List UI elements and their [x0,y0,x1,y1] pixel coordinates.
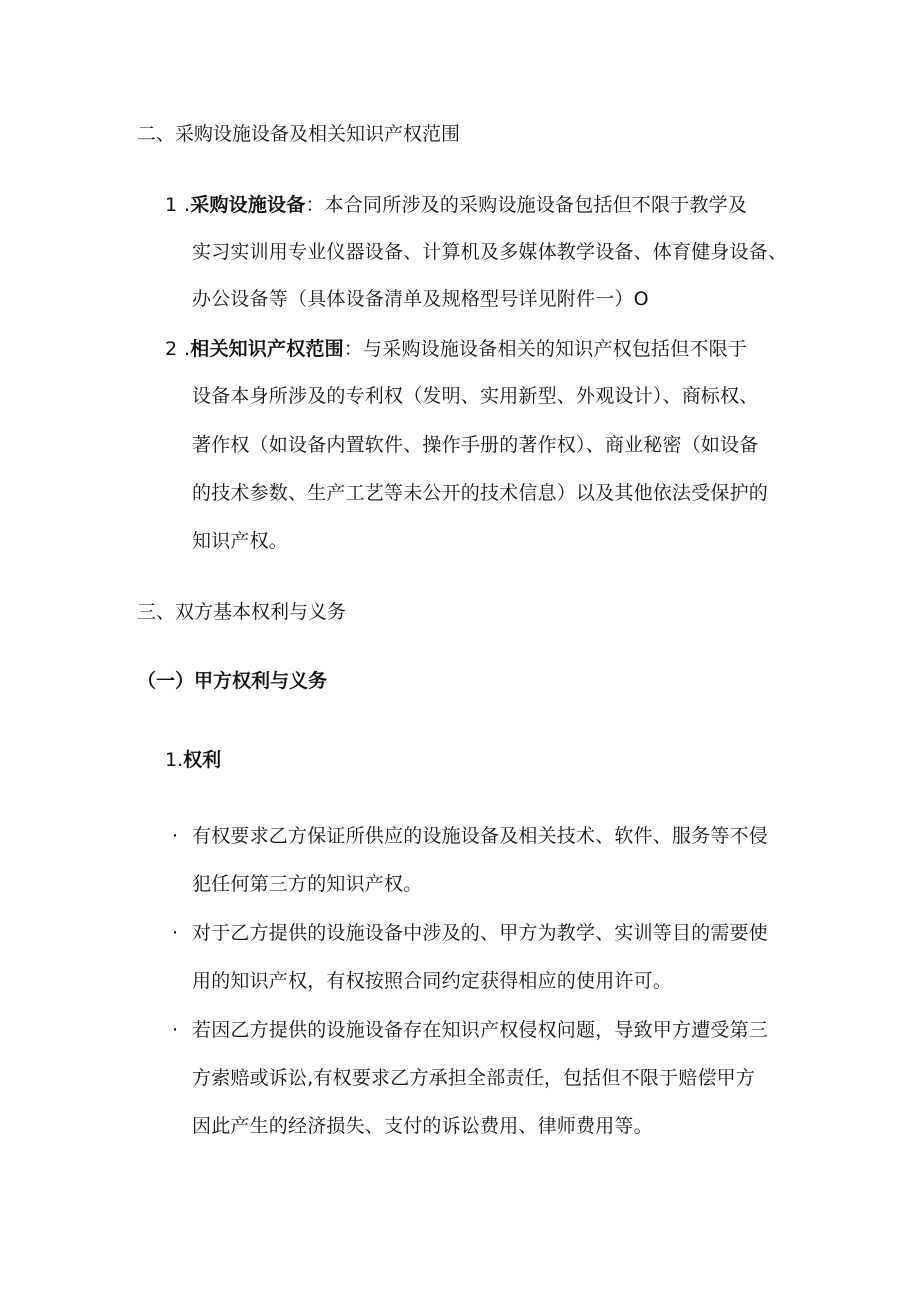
bullet-2-mark: · [172,922,179,944]
bullet-3-text-2: 方索赔或诉讼,有权要求乙方承担全部责任，包括但不限于赔偿甲方 [192,1067,756,1089]
bullet-1-text-2: 犯任何第三方的知识产权。 [192,873,423,895]
item-2-text-3: 著作权（如设备内置软件、操作手册的著作权）、商业秘密（如设备 [192,434,759,456]
section-3-heading: 三、双方基本权利与义务 [137,601,347,623]
subsection-1-heading: （一）甲方权利与义务 [137,670,328,692]
bullet-3-mark: · [172,1019,179,1041]
rights-number: 1. [165,749,184,771]
item-1-text-1: ：本合同所涉及的采购设施设备包括但不限于教学及 [305,194,748,216]
section-2-heading: 二、采购设施设备及相关知识产权范围 [137,123,461,145]
item-2-term: 相关知识产权范围 [190,338,344,360]
item-2-first-line [184,337,747,362]
item-2-number: 2 [165,338,178,360]
item-2-text-1: ：与采购设施设备相关的知识产权包括但不限于 [343,338,748,360]
item-1-dot: . [184,194,191,216]
bullet-3-text-1: 若因乙方提供的设施设备存在知识产权侵权问题，导致甲方遭受第三 [192,1019,769,1041]
item-2-text-2: 设备本身所涉及的专利权（发明、实用新型、外观设计）、商标权、 [192,385,759,407]
item-1-text-2: 实习实训用专业仪器设备、计算机及多媒体教学设备、体育健身设备、 [192,241,788,263]
item-1-first-line [184,193,747,218]
bullet-1-mark: · [172,825,179,847]
rights-label: 权利 [183,749,222,771]
bullet-2-text-1: 对于乙方提供的设施设备中涉及的、甲方为教学、实训等目的需要使 [192,922,769,944]
item-2-text-5: 知识产权。 [192,530,289,552]
rights-heading [165,748,221,773]
item-2-dot: . [184,338,191,360]
item-1-number: 1 [165,194,178,216]
item-1-term: 采购设施设备 [190,194,306,216]
item-1-text-3: 办公设备等（具体设备清单及规格型号详见附件一）O [192,288,649,310]
item-2-text-4: 的技术参数、生产工艺等未公开的技术信息）以及其他依法受保护的 [192,482,769,504]
bullet-2-text-2: 用的知识产权，有权按照合同约定获得相应的使用许可。 [192,970,673,992]
bullet-1-text-1: 有权要求乙方保证所供应的设施设备及相关技术、软件、服务等不侵 [192,825,769,847]
bullet-3-text-3: 因此产生的经济损失、支付的诉讼费用、律师费用等。 [192,1115,653,1137]
